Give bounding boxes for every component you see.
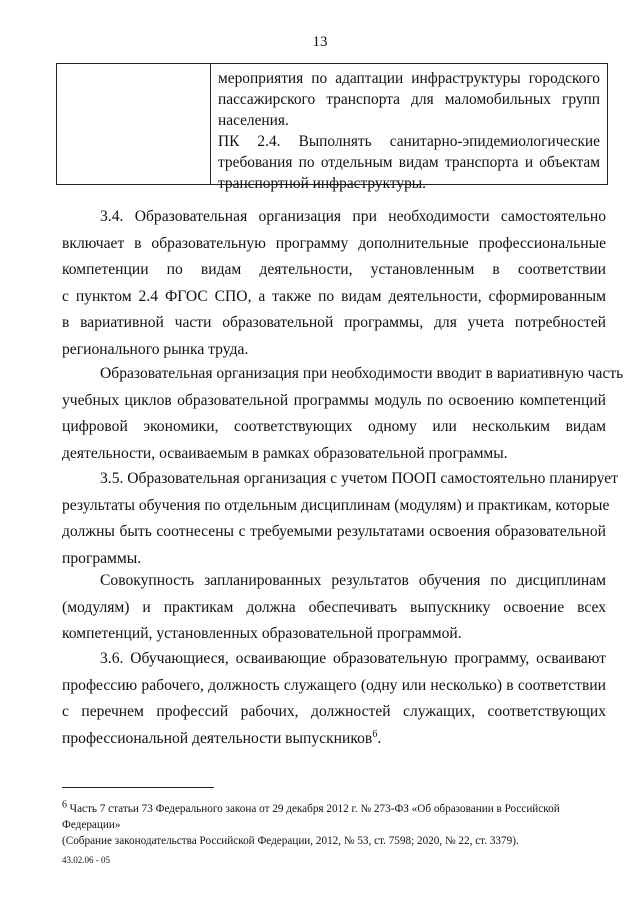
paragraph-line: компетенций, установленных образовательной программой.	[62, 625, 462, 643]
paragraph-end-punctuation: .	[377, 729, 382, 747]
paragraph-line: результаты обучения по отдельным дисциплинам (модулям) и практикам, которые	[62, 496, 610, 514]
paragraph-line: программы.	[62, 549, 142, 567]
footnote-text: Часть 7 статьи 73 Федерального закона от 29 декабря 2012 г. № 273-ФЗ «Об образовании в Российской Федерации»	[62, 803, 560, 831]
table-cell-competencies	[218, 68, 600, 194]
paragraph-line: Совокупность запланированных результатов обучения по дисциплинам	[100, 572, 606, 589]
paragraph-line: 3.6. Обучающиеся, осваивающие образовательную программу, осваивают	[100, 650, 606, 667]
paragraph-line: Образовательная организация при необходимости вводит в вариативную часть	[100, 365, 624, 382]
paragraph-line: профессию рабочего, должность служащего (одну или несколько) в соответствии	[62, 676, 606, 694]
paragraph-line: с перечнем профессий рабочих, должностей служащих, соответствующих	[62, 703, 606, 721]
paragraph-line: 3.5. Образовательная организация с учетом ПООП самостоятельно планирует	[100, 470, 618, 487]
paragraph-line: 3.4. Образовательная организация при необходимости самостоятельно	[100, 208, 606, 225]
table-line: пассажирского транспорта для маломобильных групп	[218, 91, 600, 108]
footnote-reference[interactable]: 6	[372, 728, 378, 740]
paragraph-line: цифровой экономики, соответствующих одному или нескольким видам	[62, 418, 606, 436]
paragraph-line: регионального рынка труда.	[62, 340, 249, 358]
table-column-divider	[210, 64, 211, 184]
paragraph-line: в вариативной части образовательной программы, для учета потребностей	[62, 314, 606, 332]
paragraph-line: с пунктом 2.4 ФГОС СПО, а также по видам деятельности, сформированным	[62, 287, 606, 305]
table-line: ПК 2.4. Выполнять санитарно-эпидемиологические	[218, 133, 600, 150]
paragraph-3-4	[62, 204, 606, 364]
paragraph-line: включает в образовательную программу дополнительные профессиональные	[62, 234, 606, 252]
page-number: 13	[312, 34, 328, 50]
table-line: транспортной инфраструктуры.	[218, 175, 426, 192]
paragraph-line-text: профессиональной деятельности выпускников	[62, 729, 373, 747]
table-line: мероприятия по адаптации инфраструктуры городского	[218, 70, 600, 87]
paragraph-3-6	[62, 646, 606, 752]
competency-table	[56, 63, 608, 192]
paragraph-line: деятельности, осваиваемым в рамках образовательной программы.	[62, 444, 508, 462]
paragraph-3-5	[62, 466, 618, 572]
table-line: населения.	[218, 112, 289, 129]
footnote-line	[62, 801, 610, 833]
footnote-line: (Собрание законодательства Российской Федерации, 2012, № 53, ст. 7598; 2020, № 22, ст. 3379).	[62, 835, 519, 847]
paragraph-line: компетенции по видам деятельности, установленным в соответствии	[62, 261, 606, 279]
footnote-marker: 6	[62, 799, 67, 811]
paragraph-variative-part	[62, 361, 624, 467]
paragraph-line: учебных циклов образовательной программы модуль по освоению компетенций	[62, 391, 606, 409]
footnote-separator	[62, 787, 214, 788]
table-line: требования по отдельным видам транспорта и объектам	[218, 154, 600, 171]
footnote	[62, 801, 610, 849]
paragraph-line	[62, 726, 606, 753]
paragraph-line: должны быть соотнесены с требуемыми результатами освоения образовательной	[62, 523, 606, 541]
paragraph-line: (модулям) и практикам должна обеспечивать выпускнику освоение всех	[62, 598, 606, 616]
paragraph-planned-results	[62, 568, 606, 648]
footer-code: 43.02.06 - 05	[62, 855, 110, 865]
